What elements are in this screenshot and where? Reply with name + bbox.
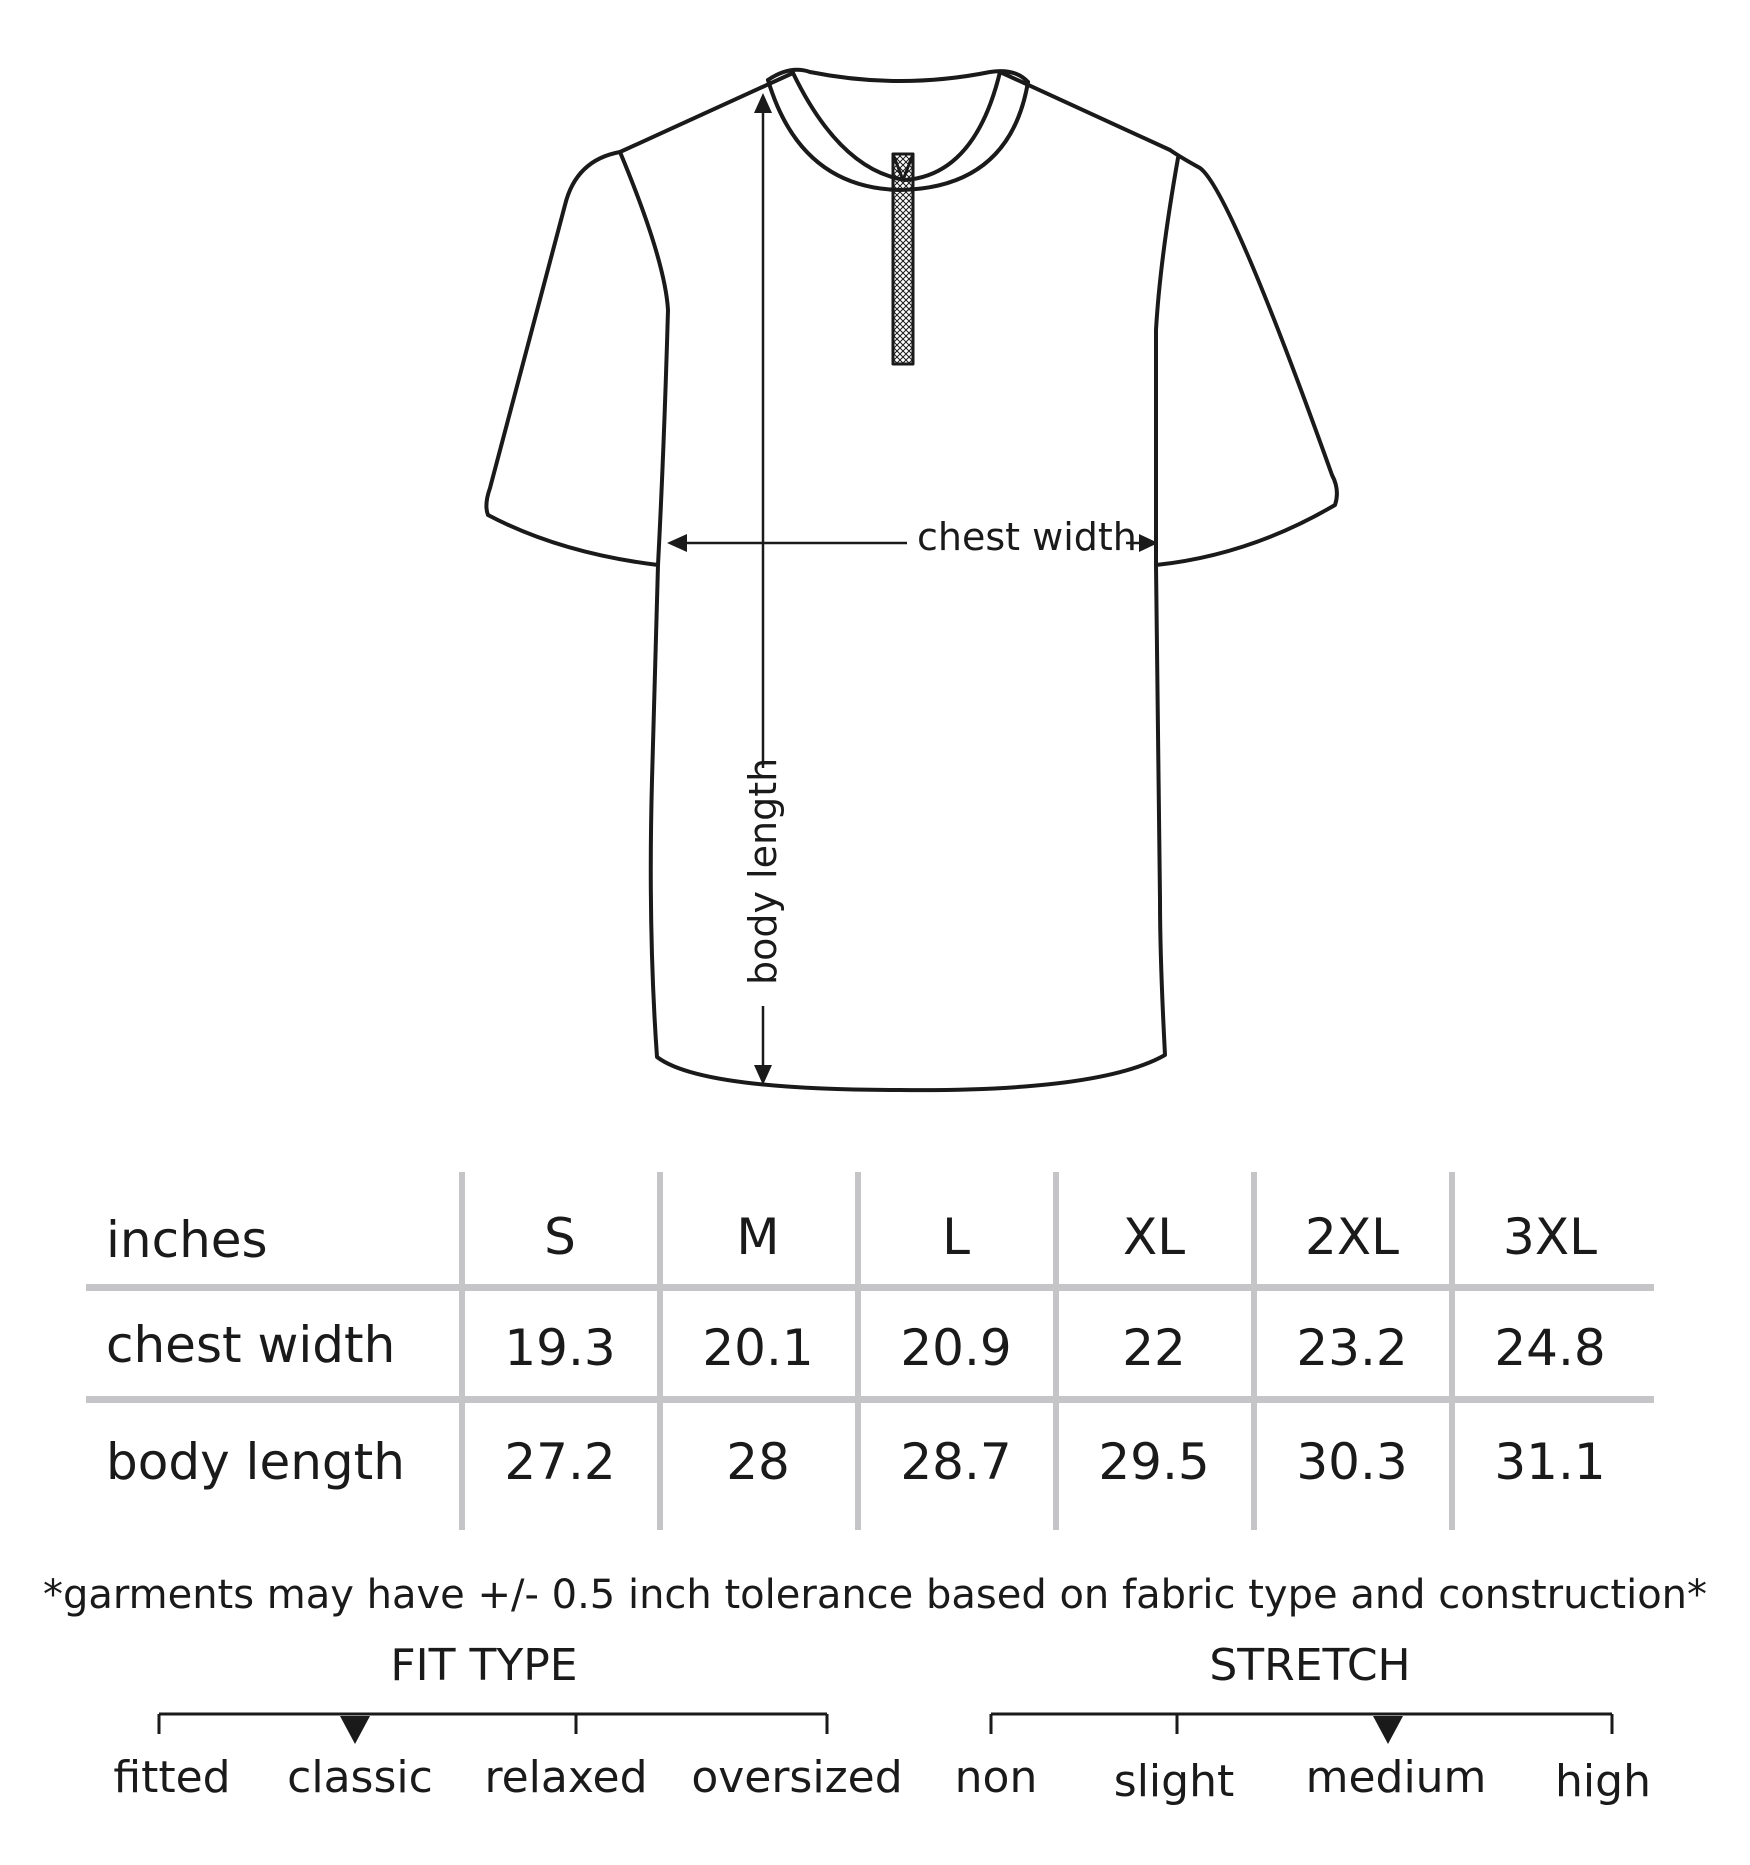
row-label-body-length: body length (106, 1433, 405, 1491)
table-cell: 29.5 (1098, 1433, 1210, 1491)
zipper-icon (893, 154, 913, 364)
shirt-outline (486, 70, 1337, 1090)
unit-label: inches (106, 1211, 268, 1269)
row-divider (86, 1396, 1654, 1403)
stretch-option-slight: slight (1113, 1756, 1235, 1807)
body-length-label: body length (741, 757, 785, 985)
table-cell: 27.2 (504, 1433, 616, 1491)
fit-type-scale (0, 1700, 1750, 1760)
size-header: L (942, 1208, 970, 1266)
size-header: 2XL (1305, 1208, 1399, 1266)
column-divider (459, 1172, 465, 1530)
size-header: M (736, 1208, 780, 1266)
fit-option-fitted: fitted (113, 1752, 231, 1803)
stretch-option-high: high (1555, 1756, 1651, 1807)
stretch-indicator (1373, 1716, 1403, 1744)
size-header: XL (1122, 1208, 1186, 1266)
stretch-option-medium: medium (1305, 1752, 1487, 1803)
column-divider (1053, 1172, 1059, 1530)
table-cell: 20.9 (900, 1319, 1012, 1377)
table-cell: 31.1 (1494, 1433, 1606, 1491)
fit-option-oversized: oversized (691, 1752, 903, 1803)
table-cell: 24.8 (1494, 1319, 1606, 1377)
table-cell: 30.3 (1296, 1433, 1408, 1491)
chest-width-label: chest width (917, 515, 1137, 559)
row-divider (86, 1284, 1654, 1291)
table-cell: 20.1 (702, 1319, 814, 1377)
table-cell: 19.3 (504, 1319, 616, 1377)
table-cell: 28.7 (900, 1433, 1012, 1491)
size-header: S (544, 1208, 576, 1266)
stretch-option-non: non (954, 1752, 1038, 1803)
column-divider (855, 1172, 861, 1530)
column-divider (1251, 1172, 1257, 1530)
column-divider (1449, 1172, 1455, 1530)
fit-type-indicator (340, 1716, 370, 1744)
tolerance-note: *garments may have +/- 0.5 inch tolerance based on fabric type and construction* (42, 1572, 1708, 1618)
fit-option-relaxed: relaxed (484, 1752, 648, 1803)
table-cell: 22 (1122, 1319, 1186, 1377)
table-cell: 28 (726, 1433, 790, 1491)
fit-type-title: FIT TYPE (390, 1640, 578, 1691)
stretch-title: STRETCH (1209, 1640, 1411, 1691)
size-header: 3XL (1503, 1208, 1597, 1266)
row-label-chest-width: chest width (106, 1316, 396, 1374)
fit-option-classic: classic (287, 1752, 433, 1803)
table-cell: 23.2 (1296, 1319, 1408, 1377)
column-divider (657, 1172, 663, 1530)
